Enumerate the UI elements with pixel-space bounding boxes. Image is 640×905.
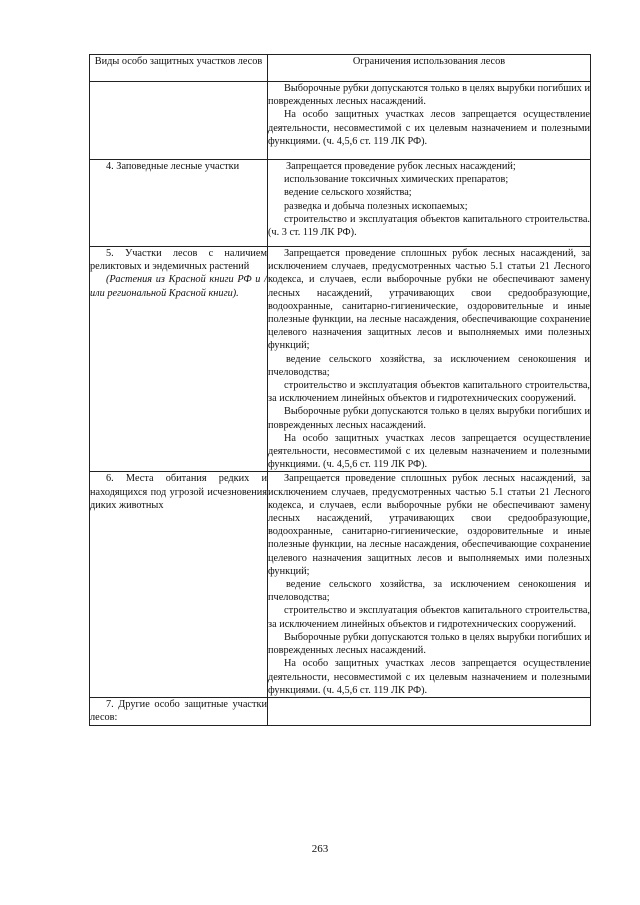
row-restrictions (268, 160, 591, 247)
restrictions-table (89, 54, 591, 726)
column-header-restrictions: Ограничения использования лесов (268, 55, 591, 82)
row-type (90, 472, 268, 697)
restriction-text: ведение сельского хозяйства, за исключением сенокошения и пчеловодства; (268, 353, 590, 378)
row-type-note: (Растения из Красной книги РФ и /или региональной Красной книги). (90, 274, 267, 299)
restriction-text: На особо защитных участках лесов запрещается осуществление деятельности, несовместимой с их целевым назначением и полезными функциями. (ч. 4,5,6 ст. 119 ЛК РФ). (268, 658, 590, 696)
page-number: 263 (311, 843, 329, 855)
table-row (90, 247, 591, 472)
row-type (90, 697, 268, 725)
row-type (90, 82, 268, 160)
restriction-text: строительство и эксплуатация объектов капитального строительства, за исключением линейных объектов и гидротехнических сооружений. (268, 380, 590, 405)
table-row (90, 160, 591, 247)
table-row (90, 697, 591, 725)
restriction-text: Запрещается проведение сплошных рубок лесных насаждений, за исключением случаев, предусмотренных частью 5.1 статьи 21 Лесного кодекса, и случаев, если выборочные рубки не обеспечивают замену лесных насаждений, утрачивающих свои средообразующие, водоохранные, санитарно-гигиенические, оздоровительные и иные полезные функции, на лесные насаждения, обеспечивающие сохранение целевого назначения защитных лесов и выполняемых ими полезных функций; (268, 473, 590, 577)
restriction-text: Запрещается проведение рубок лесных насаждений; (286, 161, 516, 172)
row-type-label: 6. Места обитания редких и находящихся под угрозой исчезновения диких животных (90, 473, 267, 511)
restriction-text: На особо защитных участках лесов запрещается осуществление деятельности, несовместимой с их целевым назначением и полезными функциями. (ч. 4,5,6 ст. 119 ЛК РФ). (268, 109, 590, 147)
table-row (90, 82, 591, 160)
row-type-label: 5. Участки лесов с наличием реликтовых и эндемичных растений (90, 248, 267, 273)
restriction-text: строительство и эксплуатация объектов капитального строительства. (ч. 3 ст. 119 ЛК РФ). (268, 213, 590, 239)
restriction-text: использование токсичных химических препаратов; (284, 174, 509, 186)
row-restrictions (268, 697, 591, 725)
row-type-label: 7. Другие особо защитные участки лесов: (90, 698, 267, 724)
restriction-text: На особо защитных участках лесов запрещается осуществление деятельности, несовместимой с их целевым назначением и полезными функциями. (ч. 4,5,6 ст. 119 ЛК РФ). (268, 432, 590, 471)
row-type (90, 160, 268, 247)
row-restrictions (268, 472, 591, 697)
row-restrictions (268, 82, 591, 160)
restriction-text: Выборочные рубки допускаются только в целях вырубки погибших и поврежденных лесных насаждений. (268, 406, 590, 431)
row-type (90, 247, 268, 472)
restriction-text: разведка и добыча полезных ископаемых; (284, 200, 468, 212)
restriction-text: Выборочные рубки допускаются только в целях вырубки погибших и поврежденных лесных насаждений. (268, 631, 590, 657)
restriction-text: ведение сельского хозяйства; (284, 187, 412, 199)
restriction-text: Выборочные рубки допускаются только в целях вырубки погибших и поврежденных лесных насаждений. (268, 83, 590, 108)
restriction-text: Запрещается проведение сплошных рубок лесных насаждений, за исключением случаев, предусмотренных частью 5.1 статьи 21 Лесного кодекса, и случаев, если выборочные рубки не обеспечивают замену лесных насаждений, утрачивающих свои средообразующие, водоохранные, санитарно-гигиенические, оздоровительные и иные полезные функции, на лесные насаждения, обеспечивающие сохранение целевого назначения защитных лесов и выполняемых ими полезных функций; (268, 248, 590, 352)
table-header-row (90, 55, 591, 82)
row-type-label: 4. Заповедные лесные участки (106, 161, 240, 172)
table-row (90, 472, 591, 697)
restriction-text: строительство и эксплуатация объектов капитального строительства, за исключением линейных объектов и гидротехнических сооружений. (268, 605, 590, 630)
restriction-text: ведение сельского хозяйства, за исключением сенокошения и пчеловодства; (268, 579, 590, 604)
row-restrictions (268, 247, 591, 472)
column-header-types: Виды особо защитных участков лесов (90, 55, 268, 82)
